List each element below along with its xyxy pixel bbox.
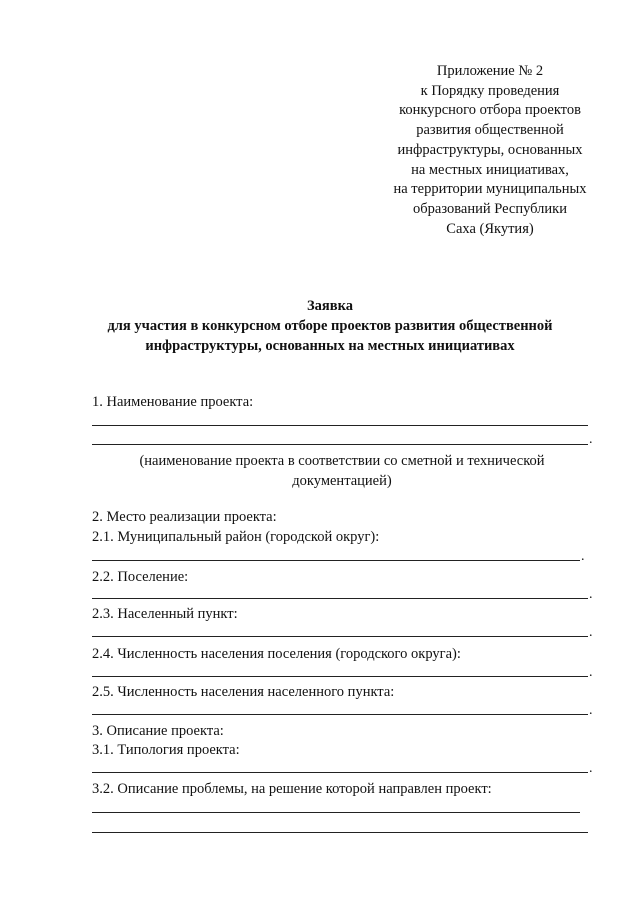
caption-line: документацией) bbox=[292, 473, 392, 489]
municipal-district-line[interactable] bbox=[92, 560, 580, 561]
section-2-label: 2. Место реализации проекта: bbox=[92, 509, 277, 525]
section-3-2-label: 3.2. Описание проблемы, на решение которой направлен проект: bbox=[92, 781, 492, 797]
project-name-line-2[interactable] bbox=[92, 444, 588, 445]
title-heading: Заявка bbox=[307, 298, 353, 314]
section-2-5-label: 2.5. Численность населения населенного пункта: bbox=[92, 684, 395, 700]
appendix-line: Саха (Якутия) bbox=[446, 220, 534, 237]
appendix-line: конкурсного отбора проектов bbox=[399, 102, 581, 119]
title-subline: инфраструктуры, основанных на местных инициативах bbox=[145, 338, 515, 354]
appendix-note bbox=[360, 62, 620, 239]
appendix-line: Приложение № 2 bbox=[436, 63, 544, 79]
appendix-line: на территории муниципальных bbox=[393, 181, 587, 198]
section-3-label: 3. Описание проекта: bbox=[92, 723, 224, 739]
problem-description-line-1[interactable] bbox=[92, 812, 580, 813]
line-period: . bbox=[589, 703, 593, 718]
locality-population-line[interactable] bbox=[92, 714, 588, 715]
appendix-line: инфраструктуры, основанных bbox=[397, 141, 583, 158]
line-period: . bbox=[589, 761, 593, 776]
problem-description-line-2[interactable] bbox=[92, 832, 588, 833]
line-period: . bbox=[589, 432, 593, 447]
appendix-line: образований Республики bbox=[413, 200, 567, 217]
settlement-population-line[interactable] bbox=[92, 676, 588, 677]
document-title bbox=[60, 296, 600, 356]
project-name-line-1[interactable] bbox=[92, 425, 588, 426]
section-2-3-label: 2.3. Населенный пункт: bbox=[92, 606, 238, 622]
appendix-line: развития общественной bbox=[416, 122, 564, 139]
line-period: . bbox=[589, 665, 593, 680]
line-period: . bbox=[589, 587, 593, 602]
locality-line[interactable] bbox=[92, 636, 588, 637]
section-3-1-label: 3.1. Типология проекта: bbox=[92, 742, 240, 758]
line-period: . bbox=[581, 549, 585, 564]
title-subline: для участия в конкурсном отборе проектов развития общественной bbox=[107, 318, 553, 334]
caption-line: (наименование проекта в соответствии со сметной и технической bbox=[139, 453, 545, 469]
section-2-1-label: 2.1. Муниципальный район (городской округ): bbox=[92, 529, 380, 545]
project-typology-line[interactable] bbox=[92, 772, 588, 773]
project-name-caption bbox=[92, 451, 592, 491]
section-1-label: 1. Наименование проекта: bbox=[92, 394, 254, 410]
settlement-line[interactable] bbox=[92, 598, 588, 599]
line-period: . bbox=[589, 625, 593, 640]
section-2-4-label: 2.4. Численность населения поселения (городского округа): bbox=[92, 646, 461, 662]
section-2-2-label: 2.2. Поселение: bbox=[92, 569, 189, 585]
appendix-line: к Порядку проведения bbox=[420, 82, 560, 99]
appendix-line: на местных инициативах, bbox=[411, 161, 569, 178]
